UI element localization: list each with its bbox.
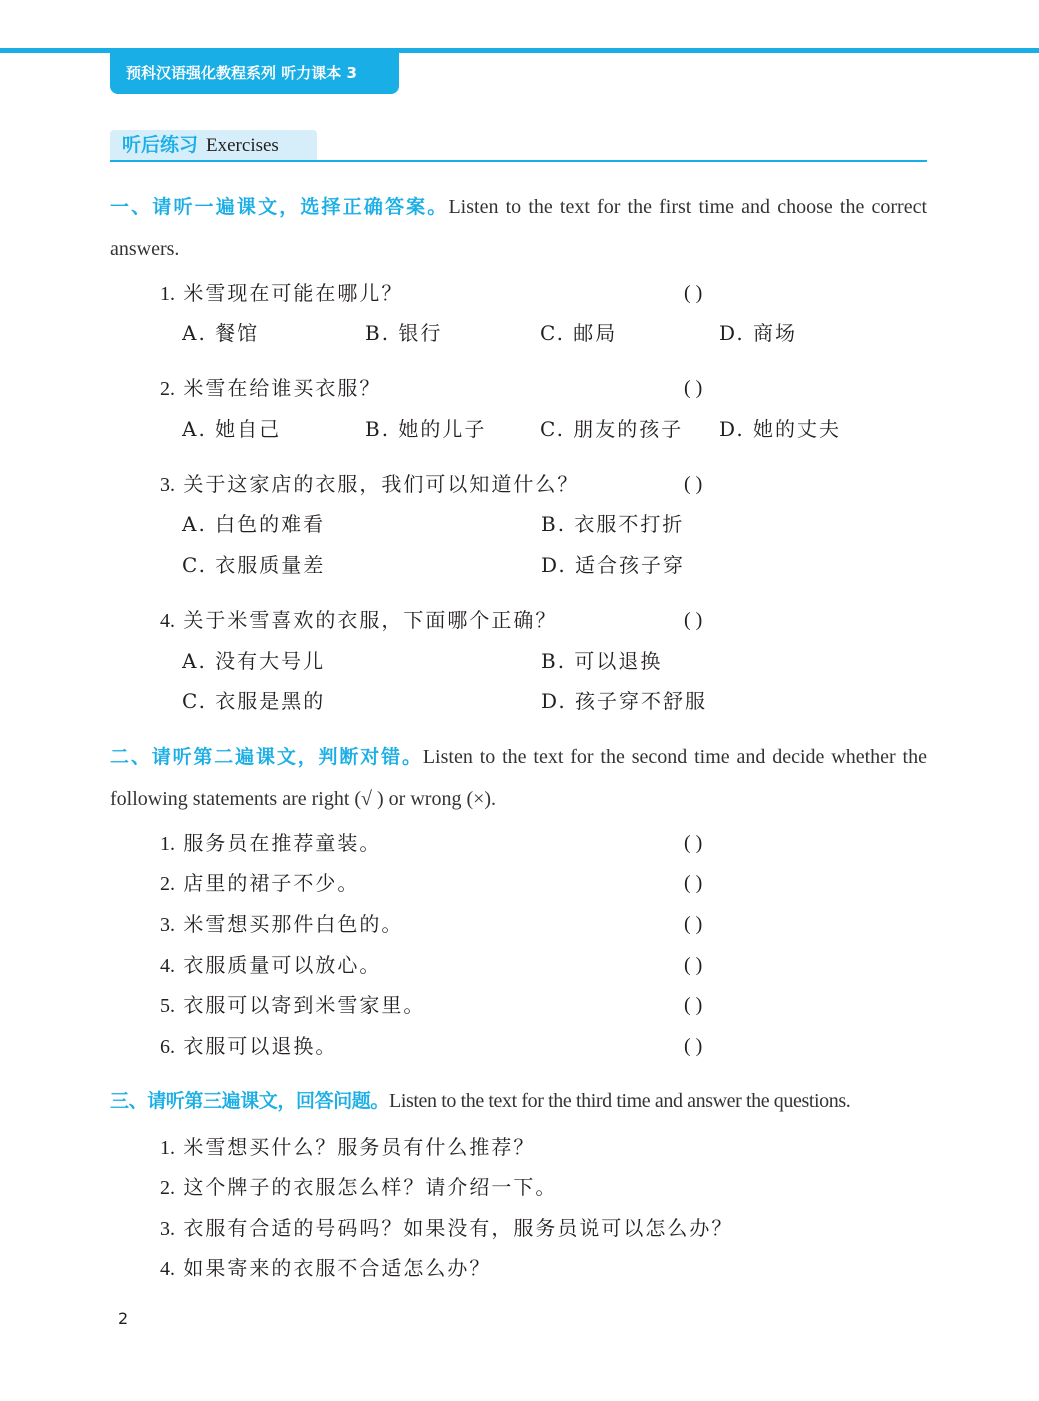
answer-blank[interactable]: ( ) xyxy=(684,473,703,495)
s1-question-1 xyxy=(160,279,403,308)
question-number: 3. xyxy=(160,474,175,496)
exercises-header xyxy=(110,130,927,163)
question-number: 2. xyxy=(160,378,175,400)
statement-text: 衣服可以退换。 xyxy=(183,1034,338,1058)
question-text: 米雪现在可能在哪儿？ xyxy=(183,281,404,305)
option-b: B. 可以退换 xyxy=(541,649,663,673)
option-b: B. 她的儿子 xyxy=(365,417,487,441)
section2-heading xyxy=(110,736,927,820)
statement-number: 1. xyxy=(160,833,175,855)
exercises-title-cn: 听后练习 xyxy=(122,134,199,156)
section2-title-cn: 二、请听第二遍课文，判断对错。 xyxy=(110,746,423,768)
s2-statement-3 xyxy=(160,910,403,939)
option-a: A. 她自己 xyxy=(182,417,282,441)
question-number: 2. xyxy=(160,1177,175,1199)
answer-blank[interactable]: ( ) xyxy=(684,1035,703,1057)
section1-title-en: Listen to the text for the first time and choose the correct answers. xyxy=(110,196,927,260)
question-text: 如果寄来的衣服不合适怎么办？ xyxy=(183,1256,492,1280)
question-text: 关于这家店的衣服，我们可以知道什么？ xyxy=(183,472,580,496)
option-c: C. 衣服质量差 xyxy=(182,553,326,577)
question-text: 米雪在给谁买衣服？ xyxy=(183,376,382,400)
section1-title-cn: 一、请听一遍课文，选择正确答案。 xyxy=(110,196,449,218)
option-d: D. 商场 xyxy=(719,321,798,345)
statement-number: 5. xyxy=(160,995,175,1017)
statement-number: 2. xyxy=(160,873,175,895)
s2-statement-6 xyxy=(160,1032,337,1061)
section3-heading xyxy=(110,1080,927,1122)
exercises-title-box xyxy=(110,130,317,160)
question-number: 3. xyxy=(160,1218,175,1240)
question-number: 4. xyxy=(160,1258,175,1280)
statement-text: 衣服可以寄到米雪家里。 xyxy=(183,993,426,1017)
option-c: C. 朋友的孩子 xyxy=(540,417,684,441)
page-number: 2 xyxy=(118,1309,129,1328)
s2-statement-1 xyxy=(160,829,381,858)
statement-number: 4. xyxy=(160,955,175,977)
option-a: A. 白色的难看 xyxy=(182,512,326,536)
question-number: 1. xyxy=(160,1137,175,1159)
s3-question-2 xyxy=(160,1173,557,1202)
s2-statement-4 xyxy=(160,951,381,980)
answer-blank[interactable]: ( ) xyxy=(684,872,703,894)
answer-blank[interactable]: ( ) xyxy=(684,913,703,935)
answer-blank[interactable]: ( ) xyxy=(684,832,703,854)
s3-question-1 xyxy=(160,1133,535,1162)
s2-statement-5 xyxy=(160,991,425,1020)
s1-question-4 xyxy=(160,606,557,635)
question-text: 衣服有合适的号码吗？如果没有，服务员说可以怎么办？ xyxy=(183,1216,734,1240)
statement-text: 衣服质量可以放心。 xyxy=(183,953,382,977)
s2-statement-2 xyxy=(160,869,359,898)
question-number: 4. xyxy=(160,610,175,632)
option-d: D. 她的丈夫 xyxy=(719,417,842,441)
question-text: 这个牌子的衣服怎么样？请介绍一下。 xyxy=(183,1175,558,1199)
answer-blank[interactable]: ( ) xyxy=(684,282,703,304)
option-b: B. 衣服不打折 xyxy=(541,512,685,536)
answer-blank[interactable]: ( ) xyxy=(684,377,703,399)
statement-number: 6. xyxy=(160,1036,175,1058)
option-a: A. 没有大号儿 xyxy=(182,649,326,673)
statement-text: 店里的裙子不少。 xyxy=(183,871,360,895)
s3-question-3 xyxy=(160,1214,733,1243)
exercises-title-en: Exercises xyxy=(206,135,279,156)
question-number: 1. xyxy=(160,283,175,305)
section3-title-cn: 三、请听第三遍课文，回答问题。 xyxy=(110,1090,390,1112)
answer-blank[interactable]: ( ) xyxy=(684,954,703,976)
option-c: C. 衣服是黑的 xyxy=(182,689,326,713)
option-c: C. 邮局 xyxy=(540,321,618,345)
exercises-rule xyxy=(110,160,927,162)
option-b: B. 银行 xyxy=(365,321,443,345)
answer-blank[interactable]: ( ) xyxy=(684,994,703,1016)
series-title-tab: 预科汉语强化教程系列 听力课本 3 xyxy=(110,52,399,94)
section2-title-en: Listen to the text for the second time and decide whether the following statements are right (√ ) or wrong (×). xyxy=(110,746,927,810)
section1-heading xyxy=(110,186,927,270)
question-text: 关于米雪喜欢的衣服，下面哪个正确？ xyxy=(183,608,558,632)
option-d: D. 孩子穿不舒服 xyxy=(541,689,708,713)
answer-blank[interactable]: ( ) xyxy=(684,609,703,631)
statement-text: 米雪想买那件白色的。 xyxy=(183,912,404,936)
statement-text: 服务员在推荐童装。 xyxy=(183,831,382,855)
s1-question-2 xyxy=(160,374,381,403)
section3-title-en: Listen to the text for the third time and answer the questions. xyxy=(389,1090,851,1112)
statement-number: 3. xyxy=(160,914,175,936)
s1-question-3 xyxy=(160,470,579,499)
option-a: A. 餐馆 xyxy=(182,321,260,345)
s3-question-4 xyxy=(160,1254,491,1283)
option-d: D. 适合孩子穿 xyxy=(541,553,686,577)
question-text: 米雪想买什么？服务员有什么推荐？ xyxy=(183,1135,536,1159)
